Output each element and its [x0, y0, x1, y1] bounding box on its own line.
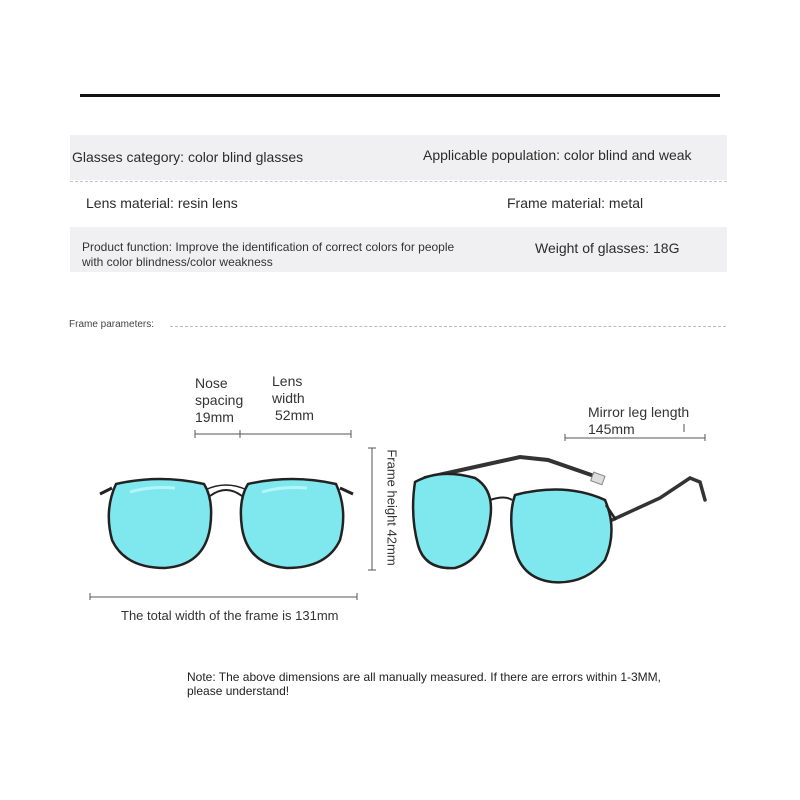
- front-view-glasses: [100, 479, 353, 568]
- side-right-lens: [511, 490, 611, 583]
- lens-width-value: 52mm: [275, 407, 314, 423]
- height-bracket: [368, 448, 376, 570]
- leg-bracket: [565, 424, 705, 441]
- measurement-note: [187, 670, 661, 698]
- frame-height-label: Frame height 42mm: [384, 449, 400, 566]
- product-function-line2: with color blindness/color weakness: [82, 255, 273, 269]
- applicable-population: Applicable population: color blind and weak: [423, 147, 692, 163]
- total-width-label: The total width of the frame is 131mm: [121, 608, 339, 623]
- frame-parameters-heading: Frame parameters:: [69, 319, 155, 330]
- note-line1: Note: The above dimensions are all manually measured. If there are errors within 1-3MM,: [187, 670, 661, 684]
- nose-spacing-line2: spacing: [195, 392, 244, 408]
- mirror-leg-value: 145mm: [588, 421, 635, 437]
- lens-width-line2: width: [272, 390, 305, 406]
- nose-spacing-value: 19mm: [195, 409, 234, 425]
- total-width-bracket: [90, 593, 357, 600]
- product-function-line1: Product function: Improve the identification of correct colors for people: [82, 240, 455, 254]
- mirror-leg-text: Mirror leg length: [588, 404, 690, 420]
- side-view-glasses: [413, 457, 705, 582]
- glasses-category: Glasses category: color blind glasses: [72, 149, 304, 165]
- right-lens: [241, 479, 343, 568]
- lens-material: Lens material: resin lens: [86, 195, 238, 211]
- side-left-lens: [413, 474, 491, 568]
- frame-material: Frame material: metal: [507, 195, 644, 211]
- glasses-weight: Weight of glasses: 18G: [535, 240, 680, 256]
- note-line2: please understand!: [187, 684, 290, 698]
- lens-width-line1: Lens: [272, 373, 303, 389]
- nose-spacing-line1: Nose: [195, 375, 228, 391]
- width-bracket: [195, 430, 351, 438]
- left-lens: [109, 479, 211, 568]
